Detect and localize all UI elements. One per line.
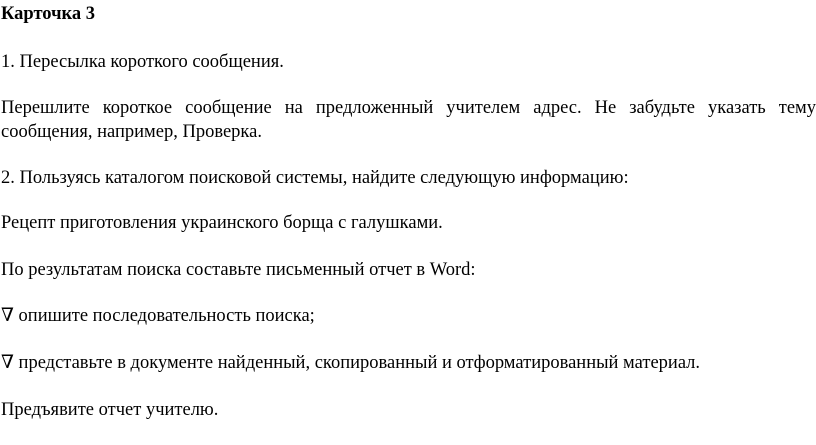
card-title: Карточка 3 bbox=[1, 4, 96, 24]
bullet-item-2: ∇ представьте в документе найденный, скопированный и отформатированный материал. bbox=[1, 353, 701, 373]
task2-heading: 2. Пользуясь каталогом поисковой системы, найдите следующую информацию: bbox=[1, 168, 629, 188]
bullet-item-1: ∇ опишите последовательность поиска; bbox=[1, 306, 315, 326]
task1-heading: 1. Пересылка короткого сообщения. bbox=[1, 52, 284, 72]
task1-text-line1: Перешлите короткое сообщение на предложенный учителем адрес. Не забудьте указать тему bbox=[1, 98, 816, 118]
task2-report-intro: По результатам поиска составьте письменный отчет в Word: bbox=[1, 260, 476, 280]
task2-recipe: Рецепт приготовления украинского борща с галушками. bbox=[1, 213, 443, 233]
task1-text-line2: сообщения, например, Проверка. bbox=[1, 122, 262, 142]
closing-text: Предъявите отчет учителю. bbox=[1, 400, 219, 420]
